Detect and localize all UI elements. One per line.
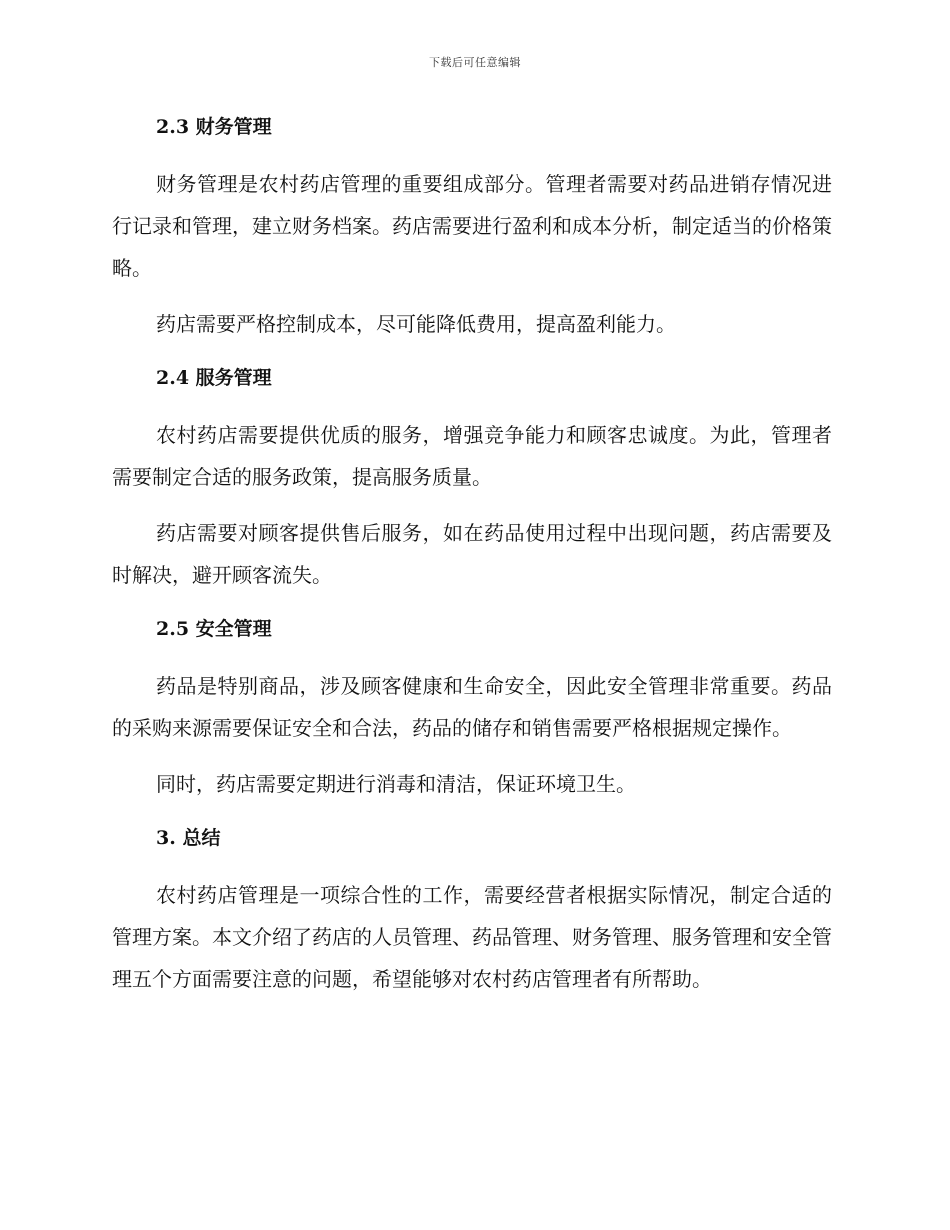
page-header-note: 下载后可任意编辑 [429, 56, 521, 69]
paragraph: 药店需要对顾客提供售后服务，如在药品使用过程中出现问题，药店需要及时解决，避开顾客流失。 [112, 521, 832, 587]
document-body [112, 108, 832, 1000]
paragraph: 药店需要严格控制成本，尽可能降低费用，提高盈利能力。 [156, 312, 676, 336]
section-heading-2-4: 2.4 服务管理 [156, 367, 272, 389]
paragraph: 农村药店需要提供优质的服务，增强竞争能力和顾客忠诚度。为此，管理者需要制定合适的服务政策，提高服务质量。 [112, 423, 832, 489]
section-heading-2-3: 2.3 财务管理 [156, 116, 272, 138]
section-heading-2-5: 2.5 安全管理 [156, 618, 272, 640]
paragraph: 药品是特别商品，涉及顾客健康和生命安全，因此安全管理非常重要。药品的采购来源需要保证安全和合法，药品的储存和销售需要严格根据规定操作。 [112, 674, 832, 740]
paragraph: 同时，药店需要定期进行消毒和清洁，保证环境卫生。 [156, 772, 636, 796]
section-heading-3: 3. 总结 [156, 827, 221, 849]
paragraph: 农村药店管理是一项综合性的工作，需要经营者根据实际情况，制定合适的管理方案。本文介绍了药店的人员管理、药品管理、财务管理、服务管理和安全管理五个方面需要注意的问题，希望能够对农村药店管理者有所帮助。 [112, 883, 832, 991]
paragraph: 财务管理是农村药店管理的重要组成部分。管理者需要对药品进销存情况进行记录和管理，建立财务档案。药店需要进行盈利和成本分析，制定适当的价格策略。 [112, 172, 832, 280]
